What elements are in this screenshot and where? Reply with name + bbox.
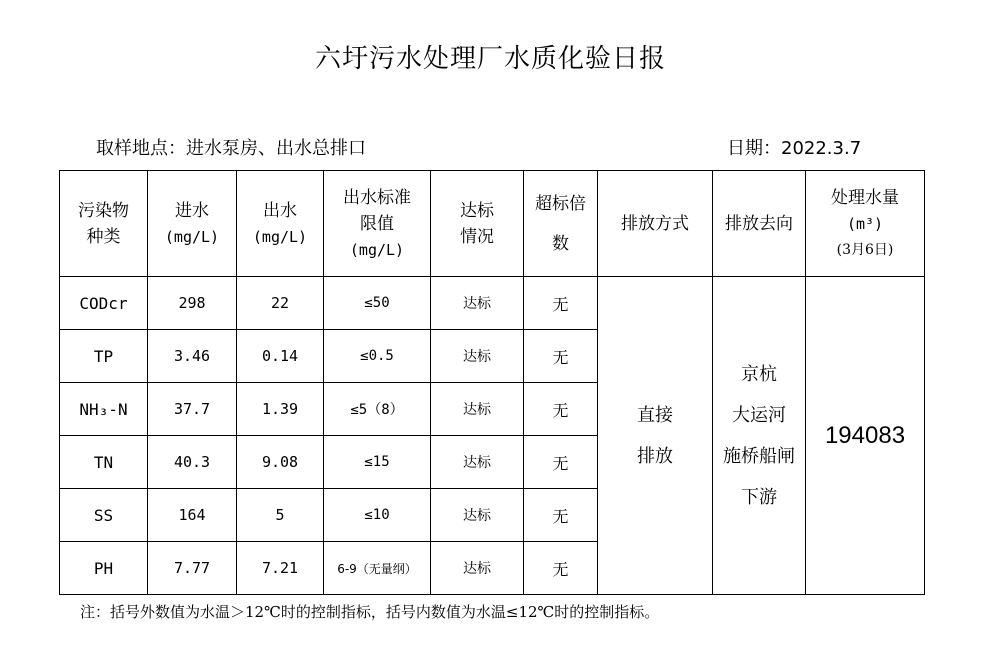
compliance-cell: 达标: [431, 277, 524, 330]
inflow-cell: 37.7: [148, 383, 237, 436]
outflow-cell: 5: [237, 489, 324, 542]
header-discharge-destination: 排放去向: [713, 171, 806, 277]
pollutant-cell: CODcr: [60, 277, 148, 330]
outflow-cell: 7.21: [237, 542, 324, 595]
header-outflow: 出水 (mg/L): [237, 171, 324, 277]
inflow-cell: 164: [148, 489, 237, 542]
outflow-cell: 0.14: [237, 330, 324, 383]
inflow-cell: 298: [148, 277, 237, 330]
header-compliance: 达标 情况: [431, 171, 524, 277]
header-volume: 处理水量 (m³) (3月6日): [806, 171, 925, 277]
outflow-cell: 22: [237, 277, 324, 330]
table-header-row: [60, 171, 925, 277]
header-exceed: 超标倍 数: [524, 171, 598, 277]
inflow-cell: 7.77: [148, 542, 237, 595]
exceed-cell: 无: [524, 542, 598, 595]
discharge-destination-cell: 京杭 大运河 施桥船闸 下游: [713, 277, 806, 595]
limit-cell: ≤15: [324, 436, 431, 489]
limit-cell: ≤50: [324, 277, 431, 330]
header-limit: 出水标准 限值 (mg/L): [324, 171, 431, 277]
table-row-codcr: [60, 277, 925, 330]
compliance-cell: 达标: [431, 330, 524, 383]
exceed-cell: 无: [524, 277, 598, 330]
water-quality-table: [59, 170, 925, 595]
outflow-cell: 1.39: [237, 383, 324, 436]
discharge-method-cell: 直接 排放: [598, 277, 713, 595]
report-title: 六圩污水处理厂水质化验日报: [314, 44, 666, 74]
limit-cell: ≤0.5: [324, 330, 431, 383]
pollutant-cell: PH: [60, 542, 148, 595]
sampling-location: 取样地点：进水泵房、出水总排口: [96, 138, 366, 159]
header-pollutant: 污染物 种类: [60, 171, 148, 277]
exceed-cell: 无: [524, 383, 598, 436]
inflow-cell: 40.3: [148, 436, 237, 489]
exceed-cell: 无: [524, 330, 598, 383]
limit-cell: ≤10: [324, 489, 431, 542]
limit-cell: 6-9（无量纲）: [324, 542, 431, 595]
header-inflow: 进水 (mg/L): [148, 171, 237, 277]
report-date: 日期：2022.3.7: [727, 138, 862, 159]
pollutant-cell: TP: [60, 330, 148, 383]
compliance-cell: 达标: [431, 436, 524, 489]
exceed-cell: 无: [524, 436, 598, 489]
outflow-cell: 9.08: [237, 436, 324, 489]
footnote: 注：括号外数值为水温＞12℃时的控制指标，括号内数值为水温≤12℃时的控制指标。: [80, 603, 660, 621]
exceed-cell: 无: [524, 489, 598, 542]
pollutant-cell: SS: [60, 489, 148, 542]
limit-cell: ≤5（8）: [324, 383, 431, 436]
compliance-cell: 达标: [431, 542, 524, 595]
compliance-cell: 达标: [431, 489, 524, 542]
volume-cell: 194083: [806, 277, 925, 595]
inflow-cell: 3.46: [148, 330, 237, 383]
pollutant-cell: TN: [60, 436, 148, 489]
compliance-cell: 达标: [431, 383, 524, 436]
header-discharge-method: 排放方式: [598, 171, 713, 277]
pollutant-cell: NH₃-N: [60, 383, 148, 436]
